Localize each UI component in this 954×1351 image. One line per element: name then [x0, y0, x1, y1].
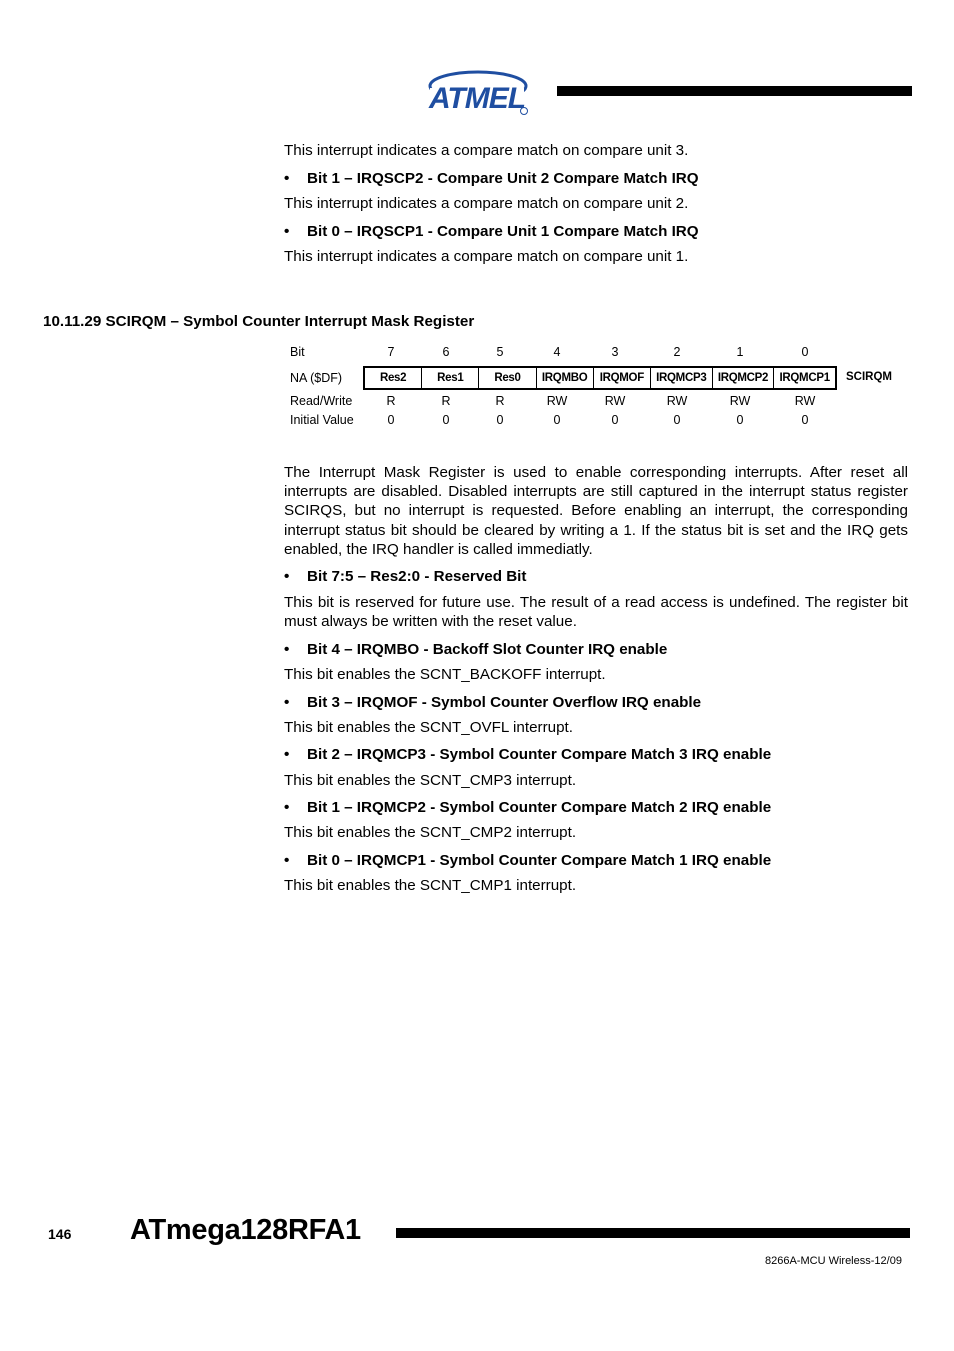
bit-text: This bit enables the SCNT_BACKOFF interrupt. — [284, 666, 606, 683]
prev-bit-heading: • Bit 1 – IRQSCP2 - Compare Unit 2 Compare Match IRQ — [284, 170, 699, 187]
init-value: 0 — [442, 413, 450, 427]
init-value: 0 — [387, 413, 395, 427]
init-value: 0 — [736, 413, 744, 427]
register-fields — [363, 366, 837, 390]
rw-value: RW — [729, 394, 751, 408]
register-field: Res1 — [422, 368, 479, 388]
intro-text: This interrupt indicates a compare match on compare unit 3. — [284, 142, 689, 159]
header-rule — [557, 86, 912, 96]
register-field: IRQMCP1 — [779, 372, 830, 384]
bit-number: 7 — [387, 345, 395, 359]
init-value: 0 — [801, 413, 809, 427]
rw-label: Read/Write — [290, 394, 353, 408]
bit-label: Bit — [290, 345, 305, 359]
bit-text: This bit is reserved for future use. The result of a read access is undefined. The register bit must always be written with the reset value. — [284, 594, 908, 631]
bit-number: 1 — [736, 345, 744, 359]
page-number: 146 — [48, 1226, 72, 1242]
register-description: The Interrupt Mask Register is used to enable corresponding interrupts. After reset all interrupts are disabled. Disabled interrupts are still captured in the interrupt status register SCIRQS, but no interrupt is requested. Before enabling an interrupt, the corresponding interrupt status bit should be cleared by writing a 1. If the status bit is set and the IRQ gets enabled, the IRQ handler is called immediatly. — [284, 464, 908, 558]
rw-value: RW — [604, 394, 626, 408]
register-field: IRQMCP3 — [651, 368, 713, 388]
bit-text: This bit enables the SCNT_CMP3 interrupt. — [284, 772, 577, 789]
bit-heading: • Bit 4 – IRQMBO - Backoff Slot Counter IRQ enable — [284, 641, 668, 658]
bit-text: This bit enables the SCNT_CMP2 interrupt. — [284, 824, 577, 841]
bit-number: 0 — [801, 345, 809, 359]
prev-bit-text: This interrupt indicates a compare match on compare unit 2. — [284, 195, 689, 212]
rw-value: RW — [546, 394, 568, 408]
rw-value: R — [495, 394, 505, 408]
section-heading: 10.11.29 SCIRQM – Symbol Counter Interrupt Mask Register — [43, 313, 475, 330]
rw-value: RW — [666, 394, 688, 408]
prev-bit-heading: • Bit 0 – IRQSCP1 - Compare Unit 1 Compare Match IRQ — [284, 223, 699, 240]
bit-number: 6 — [442, 345, 450, 359]
bit-heading: • Bit 1 – IRQMCP2 - Symbol Counter Compare Match 2 IRQ enable — [284, 799, 772, 816]
init-value: 0 — [553, 413, 561, 427]
rw-value: RW — [794, 394, 816, 408]
bit-text: This bit enables the SCNT_OVFL interrupt. — [284, 719, 573, 736]
bit-heading: • Bit 3 – IRQMOF - Symbol Counter Overflow IRQ enable — [284, 694, 702, 711]
init-value: 0 — [496, 413, 504, 427]
footer-rule — [396, 1228, 910, 1238]
init-label: Initial Value — [290, 413, 354, 427]
doc-title: ATmega128RFA1 — [130, 1214, 361, 1246]
atmel-logo — [428, 68, 530, 116]
register-field: IRQMCP2 — [713, 368, 775, 388]
bit-heading: • Bit 2 – IRQMCP3 - Symbol Counter Compare Match 3 IRQ enable — [284, 746, 772, 763]
init-value: 0 — [611, 413, 619, 427]
init-value: 0 — [673, 413, 681, 427]
rw-value: R — [441, 394, 451, 408]
prev-bit-text: This interrupt indicates a compare match on compare unit 1. — [284, 248, 689, 265]
bit-number: 5 — [496, 345, 504, 359]
register-field: Res0 — [479, 368, 536, 388]
register-name: SCIRQM — [846, 371, 892, 383]
address-label: NA ($DF) — [290, 371, 343, 385]
bit-heading: • Bit 0 – IRQMCP1 - Symbol Counter Compare Match 1 IRQ enable — [284, 852, 772, 869]
bit-text: This bit enables the SCNT_CMP1 interrupt. — [284, 877, 577, 894]
register-field: IRQMBO — [537, 368, 594, 388]
rw-value: R — [386, 394, 396, 408]
doc-reference: 8266A-MCU Wireless-12/09 — [765, 1255, 902, 1267]
register-field: Res2 — [365, 368, 422, 388]
bit-heading: • Bit 7:5 – Res2:0 - Reserved Bit — [284, 568, 527, 585]
bit-number: 2 — [673, 345, 681, 359]
bit-number: 4 — [553, 345, 561, 359]
register-field: IRQMOF — [594, 368, 651, 388]
bit-number: 3 — [611, 345, 619, 359]
svg-text:ATMEL: ATMEL — [428, 82, 526, 115]
